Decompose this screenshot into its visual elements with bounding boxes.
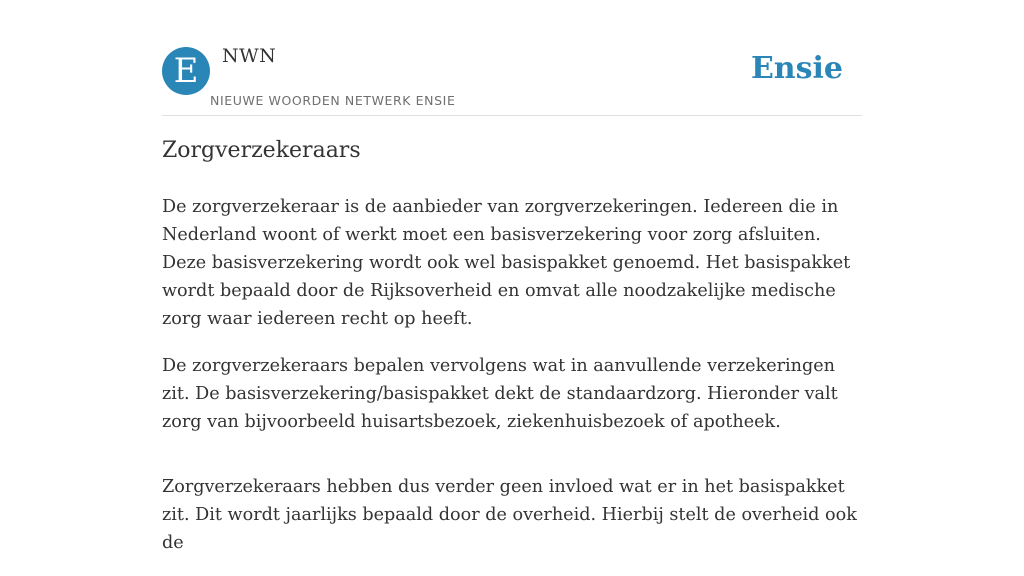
site-header: [162, 0, 862, 116]
ensie-brand-link[interactable]: Ensie: [750, 51, 843, 86]
site-subtitle: NIEUWE WOORDEN NETWERK ENSIE: [210, 93, 456, 108]
article-paragraph-2: De zorgverzekeraars bepalen vervolgens wat in aanvullende verzekeringen zit. De basisverzekering/basispakket dekt de standaardzorg. Hieronder valt zorg van bijvoorbeeld huisartsbezoek, ziekenhuisbezoek of apotheek.: [162, 356, 838, 432]
content-container: [162, 0, 862, 553]
article-paragraph-1: De zorgverzekeraar is de aanbieder van zorgverzekeringen. Iedereen die in Nederland woont of werkt moet een basisverzekering voor zorg afsluiten. Deze basisverzekering wordt ook wel basispakket genoemd. Het basispakket wordt bepaald door de Rijksoverheid en omvat alle noodzakelijke medische zorg waar iedereen recht op heeft.: [162, 197, 851, 329]
article-title: Zorgverzekeraars: [162, 138, 361, 163]
ensie-logo-icon[interactable]: E: [162, 47, 210, 95]
article-body: [162, 193, 868, 576]
site-name[interactable]: NWN: [222, 45, 277, 67]
article-paragraph-3: Zorgverzekeraars hebben dus verder geen invloed wat er in het basispakket zit. Dit wordt jaarlijks bepaald door de overheid. Hierbij stelt de overheid ook de: [162, 477, 857, 553]
